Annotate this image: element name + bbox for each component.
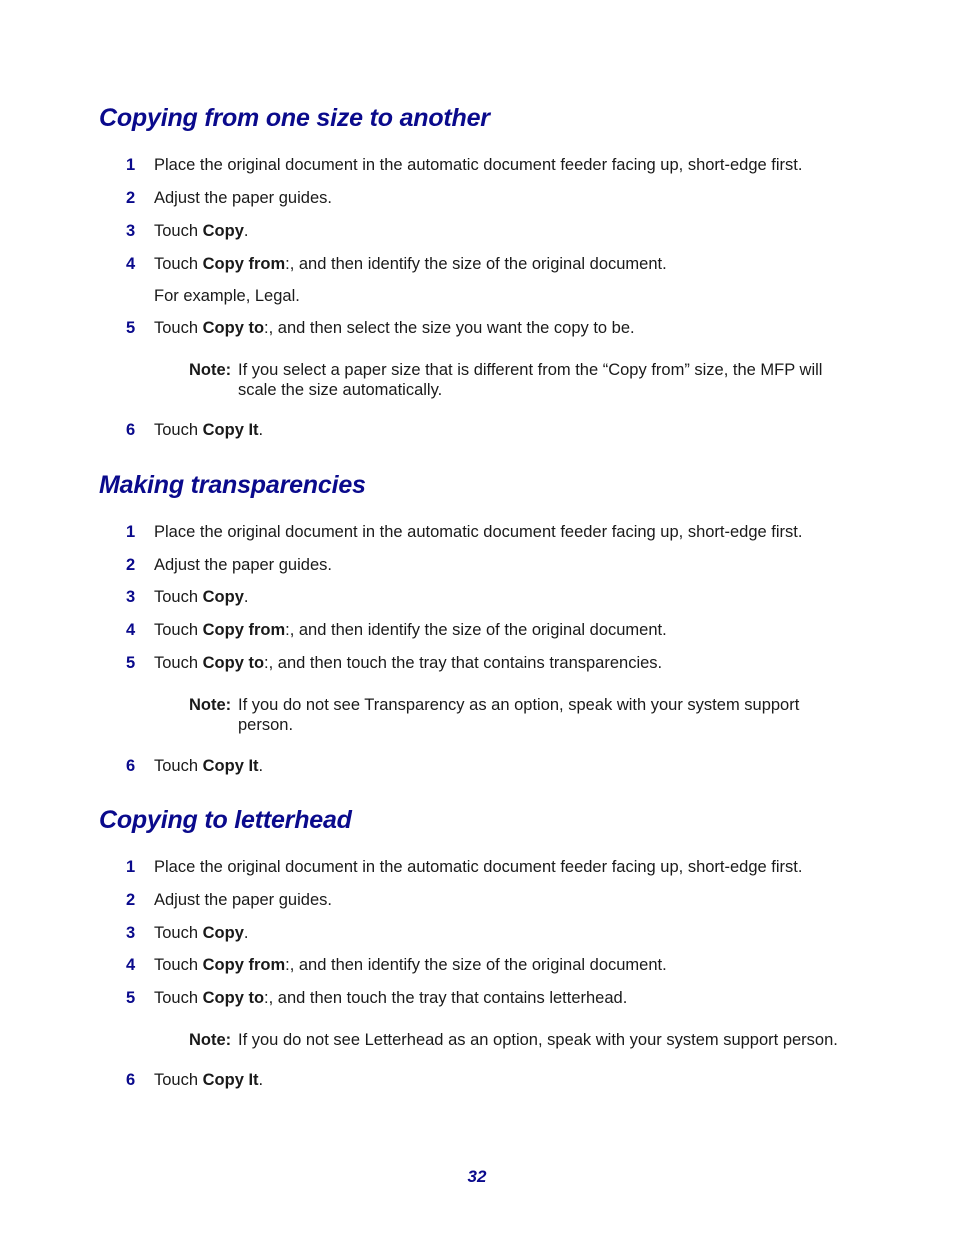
section-title: Copying from one size to another <box>99 104 490 132</box>
step-text: Adjust the paper guides. <box>154 189 332 207</box>
step-number: 2 <box>126 556 136 574</box>
note-label: Note: <box>189 1031 232 1049</box>
step-text: Touch Copy It. <box>154 421 264 439</box>
step-text: Touch Copy to:, and then touch the tray that contains letterhead. <box>154 989 628 1007</box>
step-number: 5 <box>126 319 136 337</box>
step-text: Touch Copy It. <box>154 1071 264 1089</box>
step-text: Place the original document in the automatic document feeder facing up, short-edge first. <box>154 858 803 876</box>
note-body: If you do not see Transparency as an option, speak with your system support person. <box>238 696 800 734</box>
step-number: 4 <box>126 956 136 974</box>
section-title: Copying to letterhead <box>99 806 352 834</box>
step-number: 1 <box>126 858 136 876</box>
step-text: Touch Copy. <box>154 222 249 240</box>
step-text: Adjust the paper guides. <box>154 891 332 909</box>
step-number: 5 <box>126 989 136 1007</box>
note-body: If you do not see Letterhead as an option, speak with your system support person. <box>238 1031 838 1049</box>
step-text: Touch Copy from:, and then identify the size of the original document. <box>154 956 667 974</box>
step-example-text: For example, Legal. <box>154 287 300 305</box>
step-text: Touch Copy from:, and then identify the size of the original document. <box>154 621 667 639</box>
step-number: 4 <box>126 621 136 639</box>
step-number: 3 <box>126 222 136 240</box>
step-number: 3 <box>126 924 136 942</box>
step-text: Touch Copy. <box>154 924 249 942</box>
step-text: Touch Copy to:, and then select the size you want the copy to be. <box>154 319 635 337</box>
page-number: 32 <box>467 1167 487 1186</box>
step-number: 3 <box>126 588 136 606</box>
note-label: Note: <box>189 361 232 379</box>
step-text: Place the original document in the automatic document feeder facing up, short-edge first. <box>154 523 803 541</box>
step-number: 6 <box>126 421 136 439</box>
note-body: If you select a paper size that is different from the “Copy from” size, the MFP will scale the size automatically. <box>238 361 823 399</box>
step-number: 1 <box>126 523 136 541</box>
step-text: Touch Copy to:, and then touch the tray that contains transparencies. <box>154 654 663 672</box>
step-number: 4 <box>126 255 136 273</box>
step-number: 2 <box>126 189 136 207</box>
step-number: 6 <box>126 757 136 775</box>
step-text: Adjust the paper guides. <box>154 556 332 574</box>
step-number: 6 <box>126 1071 136 1089</box>
step-text: Touch Copy from:, and then identify the size of the original document. <box>154 255 667 273</box>
section-title: Making transparencies <box>99 471 366 499</box>
step-text: Place the original document in the automatic document feeder facing up, short-edge first. <box>154 156 803 174</box>
note-label: Note: <box>189 696 232 714</box>
step-text: Touch Copy It. <box>154 757 264 775</box>
step-text: Touch Copy. <box>154 588 249 606</box>
step-number: 1 <box>126 156 136 174</box>
step-number: 2 <box>126 891 136 909</box>
step-number: 5 <box>126 654 136 672</box>
